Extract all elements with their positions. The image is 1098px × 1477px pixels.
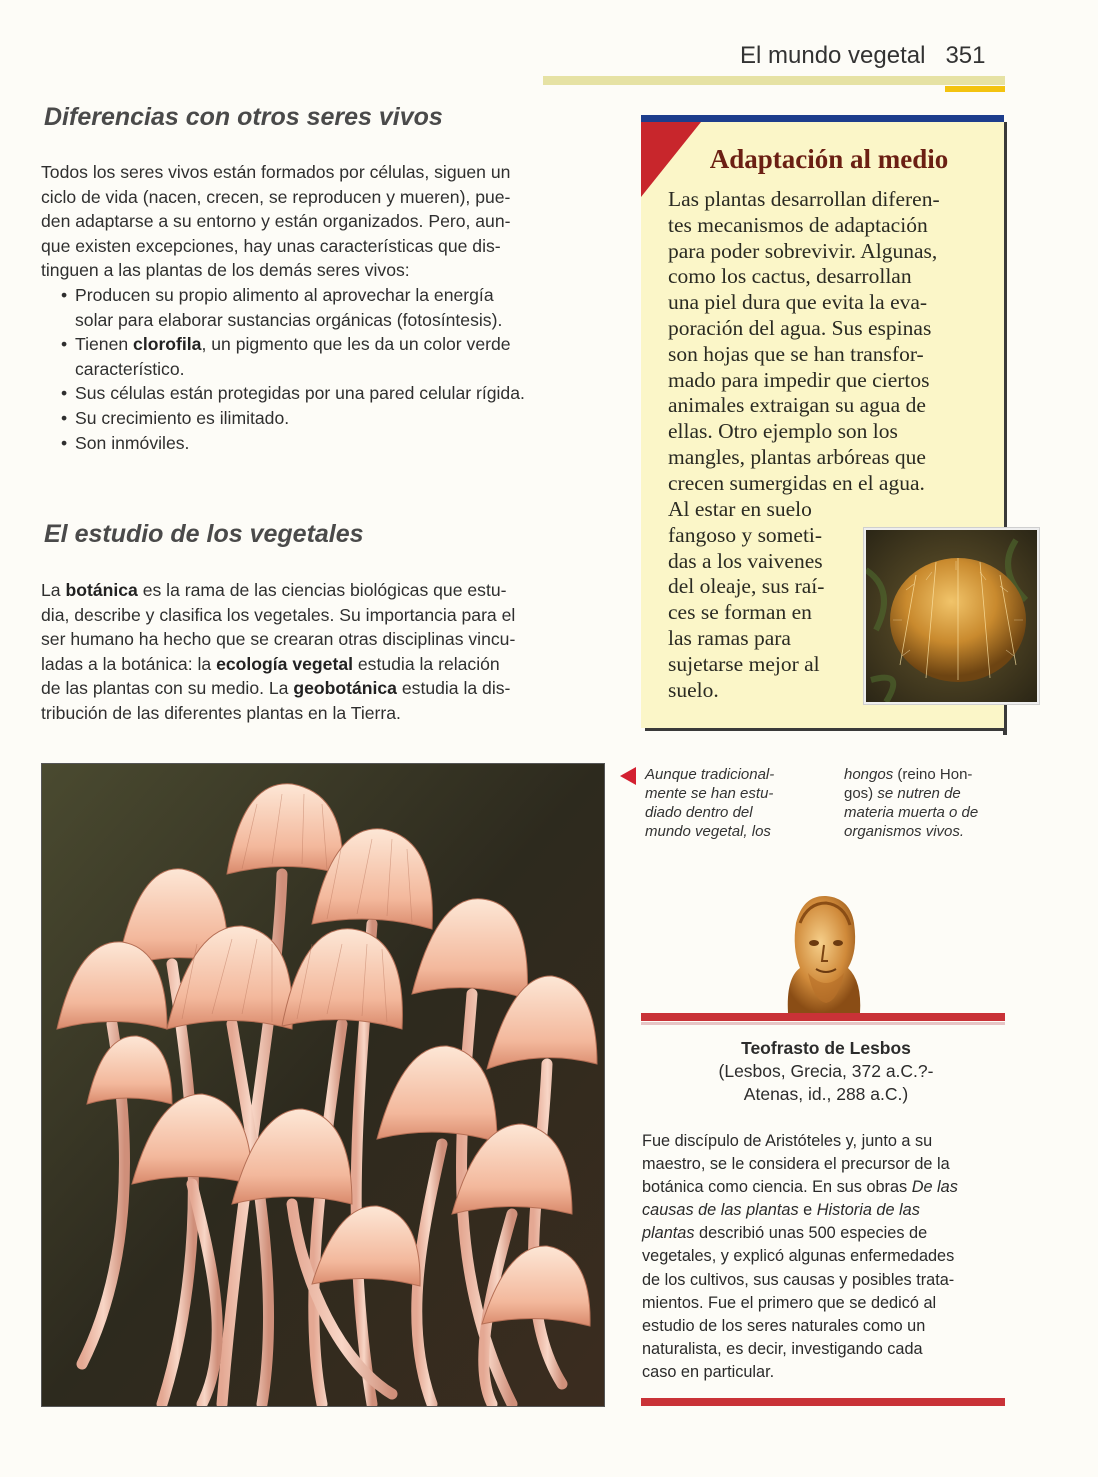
bullet-icon: • [61, 334, 68, 355]
term-geobotany: geobotánica [293, 678, 397, 699]
running-header [740, 42, 986, 70]
cactus-illustration [866, 530, 1037, 702]
bullet-icon: • [61, 285, 68, 305]
section-heading-differences: Diferencias con otros seres vivos [44, 103, 443, 131]
photo-caption-col2: hongos (reino Hon- gos) se nutren de materia muerta o de organismos vivos. [844, 766, 979, 840]
theophrastus-bust-portrait [778, 893, 868, 1013]
photo-caption-col1: Aunque tradicional- mente se han estu- diado dentro del mundo vegetal, los [645, 766, 775, 840]
bio-rule-top [641, 1013, 1005, 1021]
paragraph-line: den adaptarse a su entorno y están organizados. Pero, aun- [41, 211, 511, 232]
header-rule [543, 76, 1005, 85]
bio-text: Fue discípulo de Aristóteles y, junto a su maestro, se le considera el precursor de la botánica como ciencia. En sus obras De las causas de las plantas e Historia de las plantas describió unas 500 especies de vegetales, y explicó algunas enfermedades de los cultivos, sus causas y posibles trata- mientos. Fue el primero que se dedicó al estudio de los seres naturales como un naturalista, es decir, investigando cada caso en particular. [642, 1132, 958, 1381]
bio-rule-bottom [641, 1398, 1005, 1406]
mushrooms-illustration [42, 764, 604, 1406]
list-item: • Su crecimiento es ilimitado. [41, 406, 611, 431]
adaptation-text-narrow: Al estar en suelo fangoso y someti- das a los vaivenes del oleaje, sus raí- ces se forman en las ramas para sujetarse mejor al suelo. [668, 497, 825, 702]
bullet-icon: • [61, 407, 68, 428]
paragraph-line: ciclo de vida (nacen, crecen, se reproducen y mueren), pue- [41, 186, 511, 207]
term-botany: botánica [65, 580, 138, 600]
cactus-photo [864, 528, 1039, 704]
list-item: • Tienen clorofila, un pigmento que les da un color verde característico. [61, 334, 511, 379]
bust-illustration [778, 893, 868, 1013]
bullet-icon: • [61, 432, 68, 453]
section-heading-study: El estudio de los vegetales [44, 520, 364, 548]
page-number: 351 [945, 42, 986, 69]
mushrooms-photo [41, 763, 605, 1407]
bullet-icon: • [61, 383, 68, 404]
bio-rule-top-light [641, 1022, 1005, 1025]
header-accent-bar [945, 86, 1005, 92]
bio-name: Teofrasto de Lesbos [741, 1038, 911, 1058]
paragraph-line: tinguen a las plantas de los demás seres vivos: [41, 260, 410, 281]
list-item: • Producen su propio alimento al aprovechar la energía solar para elaborar sustancias orgánicas (fotosíntesis). [61, 285, 503, 330]
adaptation-title: Adaptación al medio [709, 144, 949, 174]
paragraph-line: Todos los seres vivos están formados por células, siguen un [41, 162, 511, 182]
chapter-title: El mundo vegetal [740, 42, 926, 69]
bio-dates: (Lesbos, Grecia, 372 a.C.?- Atenas, id., 288 a.C.) [718, 1061, 934, 1104]
term-chlorophyll: clorofila [133, 334, 202, 355]
botany-paragraph: La botánica es la rama de las ciencias biológicas que estu- dia, describe y clasifica los vegetales. Su importancia para el ser humano ha hecho que se crearan otras disciplinas vincu- ladas a la botánica: la ecología vegetal estudia la relación de las plantas con su medio. La geobotánica estudia la dis- tribución de las diferentes plantas en la Tierra. [41, 580, 516, 723]
caption-arrow-icon [620, 767, 636, 785]
plant-traits-list [41, 283, 611, 455]
adaptation-text: Las plantas desarrollan diferen- tes mecanismos de adaptación para poder sobrevivir. Algunas, como los cactus, desarrollan una piel dura que evita la eva- poración del agua. Sus espinas son hojas que se han transfor- mado para impedir que ciertos animales extraigan su agua de ellas. Otro ejemplo son los mangles, plantas arbóreas que crecen sumergidas en el agua. [668, 187, 940, 495]
term-plant-ecology: ecología vegetal [216, 653, 353, 674]
list-item: • Son inmóviles. [41, 431, 611, 456]
paragraph-line: que existen excepciones, hay unas características que dis- [41, 235, 501, 256]
differences-paragraph [41, 160, 607, 283]
list-item: • Sus células están protegidas por una pared celular rígida. [41, 381, 611, 406]
